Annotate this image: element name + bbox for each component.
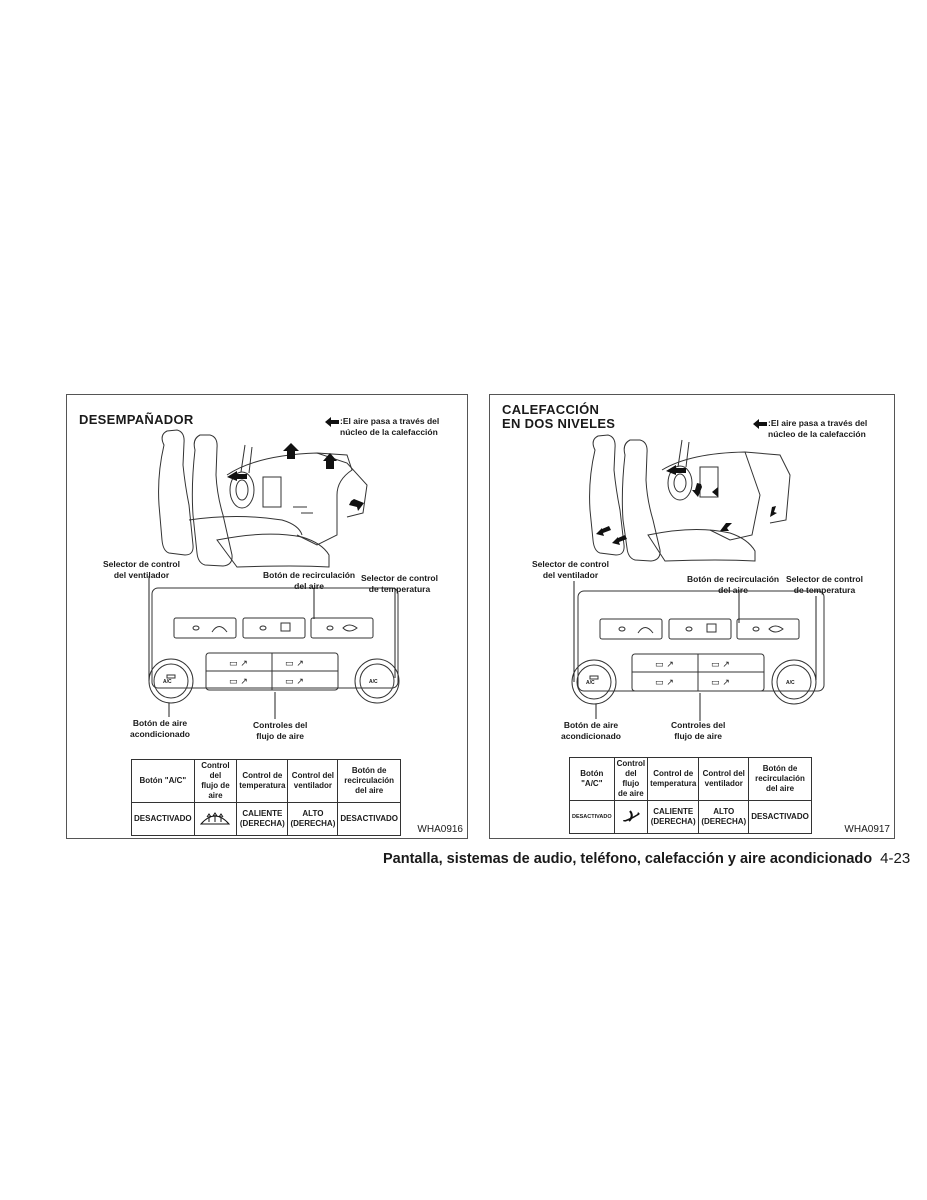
page-footer <box>383 850 910 867</box>
figure-defroster <box>66 394 468 839</box>
footer-section-title: Pantalla, sistemas de audio, teléfono, calefacción y aire acondicionado <box>383 851 873 867</box>
svg-text:▭ ↗: ▭ ↗ <box>285 659 304 669</box>
table-cell <box>194 803 237 836</box>
table-header-row <box>570 758 812 801</box>
figure-code: WHA0917 <box>844 824 890 835</box>
legend-line: :El aire pasa a través del <box>340 416 440 426</box>
table-cell: ALTO (DERECHA) <box>699 801 749 834</box>
legend-line: :El aire pasa a través del <box>768 418 868 428</box>
table-header-cell: Control del flujo de aire <box>614 758 647 801</box>
table-cell: ALTO (DERECHA) <box>288 803 338 836</box>
label-fan-selector: Selector de control del ventilador <box>103 559 180 580</box>
knob-label: A/C <box>786 680 795 686</box>
svg-text:▭ ↗: ▭ ↗ <box>711 660 730 670</box>
table-header-cell: Botón de recirculación del aire <box>338 760 401 803</box>
page-number: 4-23 <box>880 850 911 867</box>
label-temp-selector: Selector de control de temperatura <box>786 574 863 595</box>
bi-level-airflow-icon <box>620 807 642 825</box>
knob-label: A/C <box>586 680 595 686</box>
svg-text:▭ ↗: ▭ ↗ <box>655 678 674 688</box>
legend-line: núcleo de la calefacción <box>340 427 438 437</box>
table-header-cell: Botón "A/C" <box>570 758 615 801</box>
windshield-defrost-icon <box>198 808 232 828</box>
left-arrow-icon <box>753 419 767 429</box>
label-airflow-controls: Controles del flujo de aire <box>253 720 308 741</box>
svg-text:▭ ↗: ▭ ↗ <box>655 660 674 670</box>
svg-text:▭ ↗: ▭ ↗ <box>711 678 730 688</box>
dashboard-drawing <box>227 445 367 545</box>
table-cell: DESACTIVADO <box>570 801 615 834</box>
label-recirc-button: Botón de recirculación del aire <box>687 574 780 595</box>
legend-line: núcleo de la calefacción <box>768 429 866 439</box>
label-recirc-button: Botón de recirculación del aire <box>263 570 356 591</box>
table-header-row <box>132 760 401 803</box>
settings-table <box>131 759 401 836</box>
svg-text:▭ ↗: ▭ ↗ <box>229 677 248 687</box>
table-cell: DESACTIVADO <box>749 801 812 834</box>
label-fan-selector: Selector de control del ventilador <box>532 559 609 580</box>
table-cell <box>614 801 647 834</box>
table-cell: CALIENTE (DERECHA) <box>648 801 699 834</box>
table-header-cell: Control de temperatura <box>648 758 699 801</box>
table-header-cell: Control del ventilador <box>288 760 338 803</box>
svg-text:▭ ↗: ▭ ↗ <box>285 677 304 687</box>
svg-text:▭ ↗: ▭ ↗ <box>229 659 248 669</box>
figure-title: DESEMPAÑADOR <box>79 412 194 427</box>
label-airflow-controls: Controles del flujo de aire <box>671 720 726 741</box>
table-header-cell: Control de temperatura <box>237 760 288 803</box>
table-row <box>570 801 812 834</box>
table-cell: DESACTIVADO <box>338 803 401 836</box>
knob-label: A/C <box>369 679 378 685</box>
label-ac-button: Botón de aire acondicionado <box>130 718 190 739</box>
label-temp-selector: Selector de control de temperatura <box>361 573 438 594</box>
label-ac-button: Botón de aire acondicionado <box>561 720 621 741</box>
table-header-cell: Control del ventilador <box>699 758 749 801</box>
settings-table <box>569 757 812 834</box>
figure-title: CALEFACCIÓN EN DOS NIVELES <box>502 402 616 431</box>
table-header-cell: Control del flujo de aire <box>194 760 237 803</box>
table-header-cell: Botón de recirculación del aire <box>749 758 812 801</box>
table-header-cell: Botón "A/C" <box>132 760 195 803</box>
control-panel-drawing <box>149 576 399 719</box>
figure-bi-level-heating <box>489 394 895 839</box>
left-arrow-icon <box>325 417 339 427</box>
control-panel-drawing <box>572 581 824 721</box>
table-cell: CALIENTE (DERECHA) <box>237 803 288 836</box>
table-cell: DESACTIVADO <box>132 803 195 836</box>
figure-code: WHA0916 <box>417 824 463 835</box>
knob-label: A/C <box>163 679 172 685</box>
table-row <box>132 803 401 836</box>
